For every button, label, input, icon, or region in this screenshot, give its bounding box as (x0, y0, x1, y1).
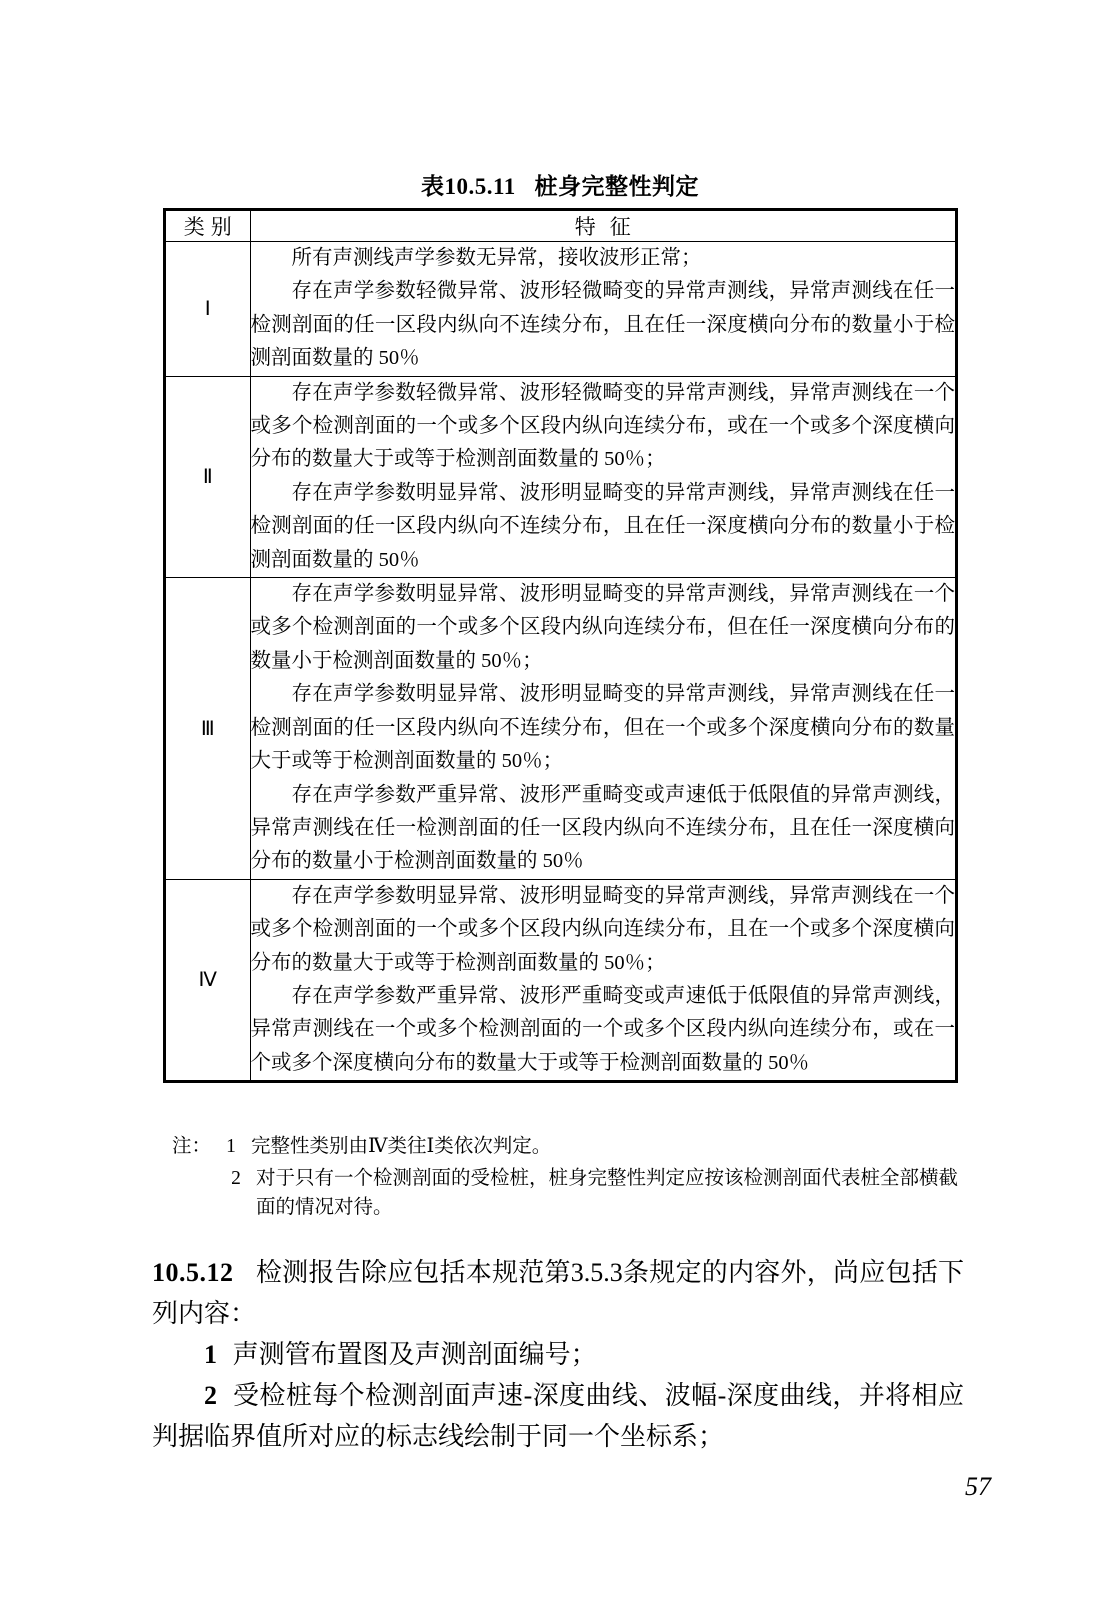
table-caption-prefix: 表 (421, 174, 445, 199)
table-row (166, 376, 955, 577)
feature-paragraph: 所有声测线声学参数无异常，接收波形正常； (291, 247, 702, 269)
clause-number: 10.5.12 (152, 1258, 234, 1287)
feature-paragraph: 存在声学参数明显异常、波形明显畸变的异常声测线，异常声测线在一个或多个检测剖面的一个或多个区段内纵向连续分布，但在任一深度横向分布的数量小于检测剖面数量的 50％； (250, 583, 955, 672)
note-item (172, 1132, 972, 1162)
feature-paragraph: 存在声学参数轻微异常、波形轻微畸变的异常声测线，异常声测线在任一检测剖面的任一区段内纵向不连续分布，且在任一深度横向分布的数量小于检测剖面数量的 50％ (250, 280, 955, 370)
feature-paragraph: 存在声学参数严重异常、波形严重畸变或声速低于低限值的异常声测线，异常声测线在一个或多个检测剖面的一个或多个区段内纵向连续分布，或在一个或多个深度横向分布的数量大于或等于检测剖面数量的 50％ (250, 984, 955, 1074)
feature-cell-1 (250, 242, 955, 377)
feature-paragraph: 存在声学参数明显异常、波形明显畸变的异常声测线，异常声测线在一个或多个检测剖面的一个或多个区段内纵向连续分布，且在一个或多个深度横向分布的数量大于或等于检测剖面数量的 50％； (250, 884, 955, 974)
clause-item-1 (152, 1334, 964, 1375)
category-label-4: Ⅳ (166, 879, 250, 1080)
note-index: 1 (226, 1136, 236, 1157)
table-row (166, 879, 955, 1080)
table-caption-number: 10.5.11 (444, 174, 516, 199)
table-notes (172, 1132, 972, 1223)
category-label-2: Ⅱ (166, 376, 250, 577)
note-index: 2 (231, 1167, 241, 1189)
table-caption (160, 168, 960, 201)
clause-text-part-b: 条规定的内容外，尚应包括下列内容： (152, 1258, 964, 1329)
clause-reference: 3.5.3 (570, 1258, 623, 1287)
feature-cell-3 (250, 578, 955, 880)
note-text: 完整性类别由Ⅳ类往Ⅰ类依次判定。 (251, 1136, 552, 1157)
note-item (172, 1164, 972, 1223)
table-caption-text: 桩身完整性判定 (534, 174, 699, 199)
column-header-feature: 特征 (250, 211, 955, 242)
item-text: 声测管布置图及声测剖面编号； (232, 1340, 597, 1370)
pile-integrity-table (163, 208, 958, 1083)
category-label-1: Ⅰ (166, 242, 250, 377)
clause-text-part-a: 检测报告除应包括本规范第 (255, 1258, 571, 1287)
feature-cell-2 (250, 376, 955, 577)
feature-paragraph: 存在声学参数明显异常、波形明显畸变的异常声测线，异常声测线在任一检测剖面的任一区段内纵向不连续分布，但在一个或多个深度横向分布的数量大于或等于检测剖面数量的 50％； (250, 683, 955, 773)
item-number: 2 (204, 1381, 217, 1411)
table-header-row (166, 211, 955, 242)
page-number: 57 (965, 1472, 991, 1501)
category-label-3: Ⅲ (166, 578, 250, 880)
item-text: 受检桩每个检测剖面声速-深度曲线、波幅-深度曲线，并将相应判据临界值所对应的标志线绘制于同一个坐标系； (152, 1381, 964, 1452)
table-row (166, 242, 955, 377)
clause-10-5-12 (152, 1252, 964, 1334)
feature-paragraph: 存在声学参数严重异常、波形严重畸变或声速低于低限值的异常声测线，异常声测线在任一检测剖面的任一区段内纵向不连续分布，且在任一深度横向分布的数量小于检测剖面数量的 50％ (250, 783, 955, 873)
feature-paragraph: 存在声学参数明显异常、波形明显畸变的异常声测线，异常声测线在任一检测剖面的任一区段内纵向不连续分布，且在任一深度横向分布的数量小于检测剖面数量的 50％ (250, 481, 955, 571)
clause-item-2 (152, 1375, 964, 1457)
item-number: 1 (204, 1340, 217, 1370)
column-header-category: 类别 (166, 211, 250, 242)
table-row (166, 578, 955, 880)
notes-label: 注： (172, 1136, 212, 1157)
feature-cell-4 (250, 879, 955, 1080)
feature-paragraph: 存在声学参数轻微异常、波形轻微畸变的异常声测线，异常声测线在一个或多个检测剖面的一个或多个区段内纵向连续分布，或在一个或多个深度横向分布的数量大于或等于检测剖面数量的 50％； (250, 381, 955, 471)
note-text: 对于只有一个检测剖面的受检桩，桩身完整性判定应按该检测剖面代表桩全部横截面的情况对待。 (256, 1167, 959, 1219)
clause-block (152, 1252, 964, 1457)
